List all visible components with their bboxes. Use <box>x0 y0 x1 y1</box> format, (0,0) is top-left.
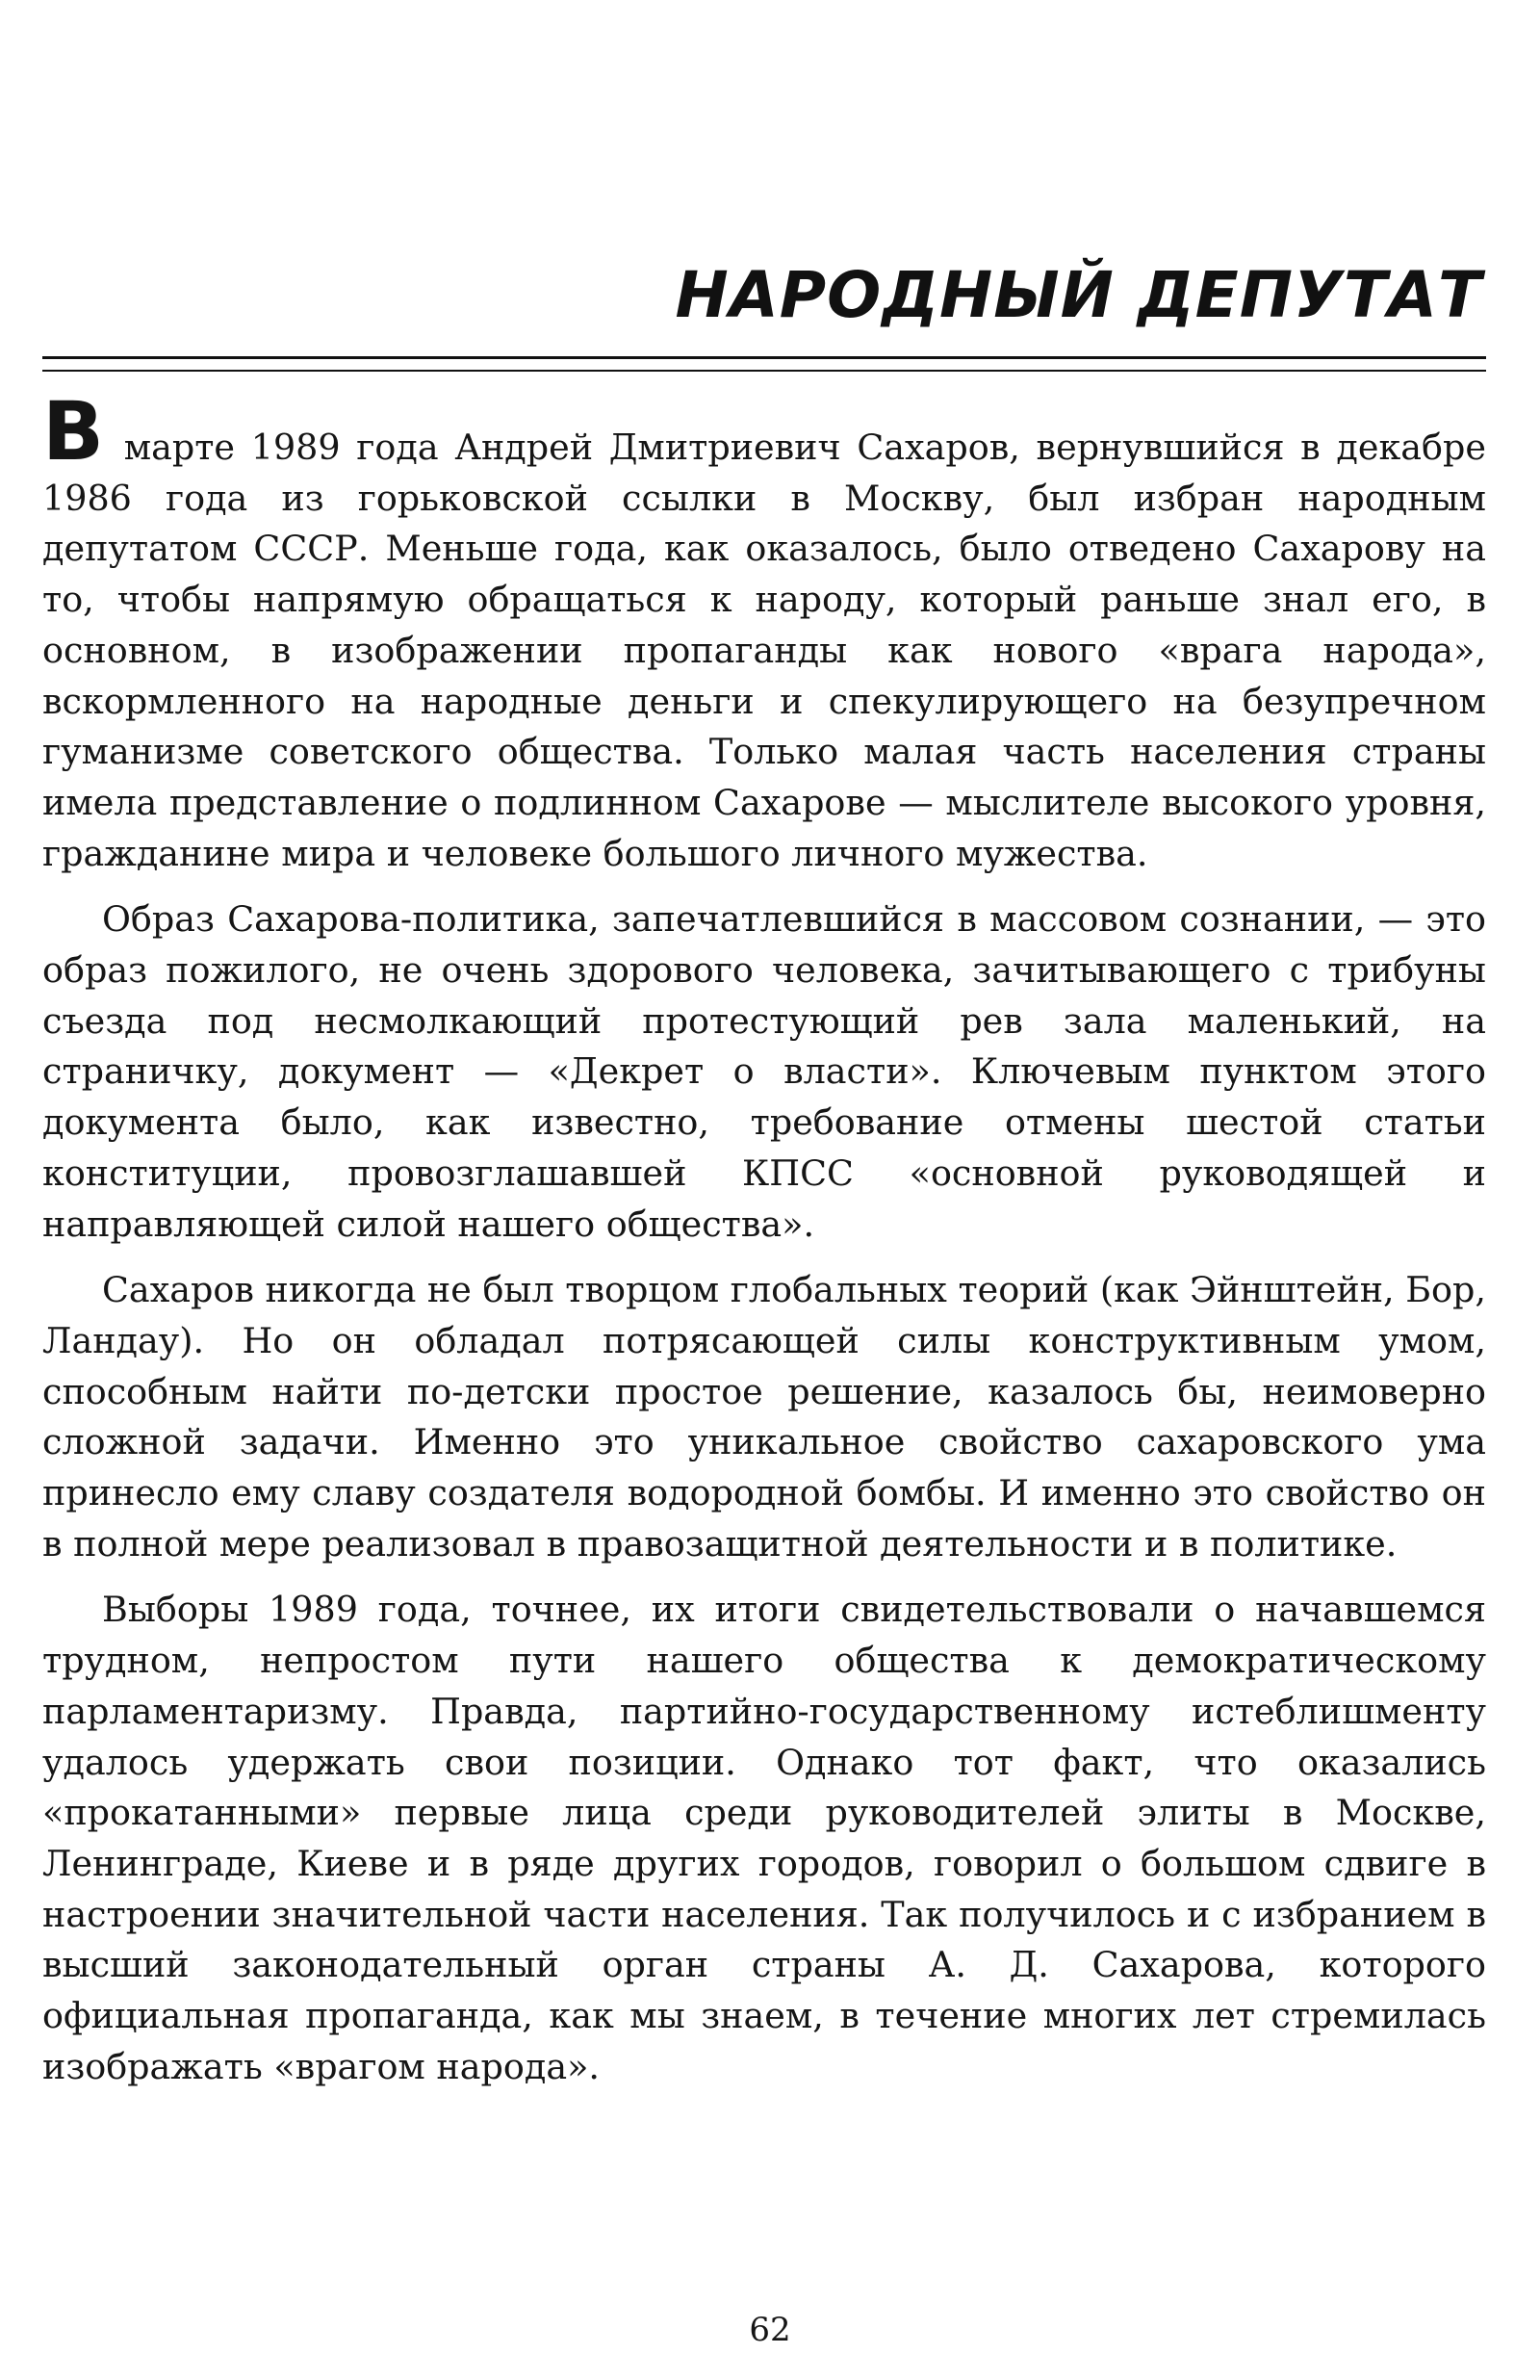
paragraph-2: Образ Сахарова-политика, запечатлевшийся в массовом сознании, — это образ пожилого, не очень здорового человека, зачитывающего с трибуны съезда под несмолкающий протестующий рев зала маленький, на страничку, документ — «Декрет о власти». Ключевым пунктом этого документа было, как известно, требование отмены шестой статьи конституции, провозглашавшей КПСС «основной руководящей и направляющей силой нашего общества». <box>42 898 1486 1245</box>
paragraph-1-text: марте 1989 года Андрей Дмитриевич Сахаров, вернувшийся в декабре 1986 года из горьковской ссылки в Москву, был избран народным депутатом СССР. Меньше года, как оказалось, было отведено Сахарову на то, чтобы напрямую обращаться к народу, который раньше знал его, в основном, в изображении пропаганды как нового «врага народа», вскормленного на народные деньги и спекулирующего на безупречном гуманизме советского общества. Только малая часть населения страны имела представление о подлинном Сахарове — мыслителе высокого уровня, гражданине мира и человеке большого личного мужества. <box>42 427 1486 874</box>
page-number: 62 <box>749 2311 791 2349</box>
paragraph-3: Сахаров никогда не был творцом глобальных теорий (как Эйнштейн, Бор, Ландау). Но он обладал потрясающей силы конструктивным умом, способным найти по-детски простое решение, казалось бы, неимоверно сложной задачи. Именно это уникальное свойство сахаровского ума принесло ему славу создателя водородной бомбы. И именно это свойство он в полной мере реализовал в правозащитной деятельности и в политике. <box>42 1269 1486 1565</box>
article-body <box>42 384 1486 2108</box>
chapter-title: НАРОДНЫЙ ДЕПУТАТ <box>675 258 1482 332</box>
title-rule-top <box>42 356 1486 359</box>
paragraph-1 <box>42 384 1486 879</box>
paragraph-4: Выборы 1989 года, точнее, их итоги свидетельствовали о начавшемся трудном, непростом пути нашего общества к демократическому парламентаризму. Правда, партийно-государственному истеблишменту удалось удержать свои позиции. Однако тот факт, что оказались «прокатанными» первые лица среди руководителей элиты в Москве, Ленинграде, Киеве и в ряде других городов, говорил о большом сдвиге в настроении значительной части населения. Так получилось и с избранием в высший законодательный орган страны А. Д. Сахарова, которого официальная пропаганда, как мы знаем, в течение многих лет стремилась изображать «врагом народа». <box>42 1589 1486 2087</box>
drop-cap-letter: В <box>42 384 105 479</box>
title-rule-bottom <box>42 370 1486 372</box>
